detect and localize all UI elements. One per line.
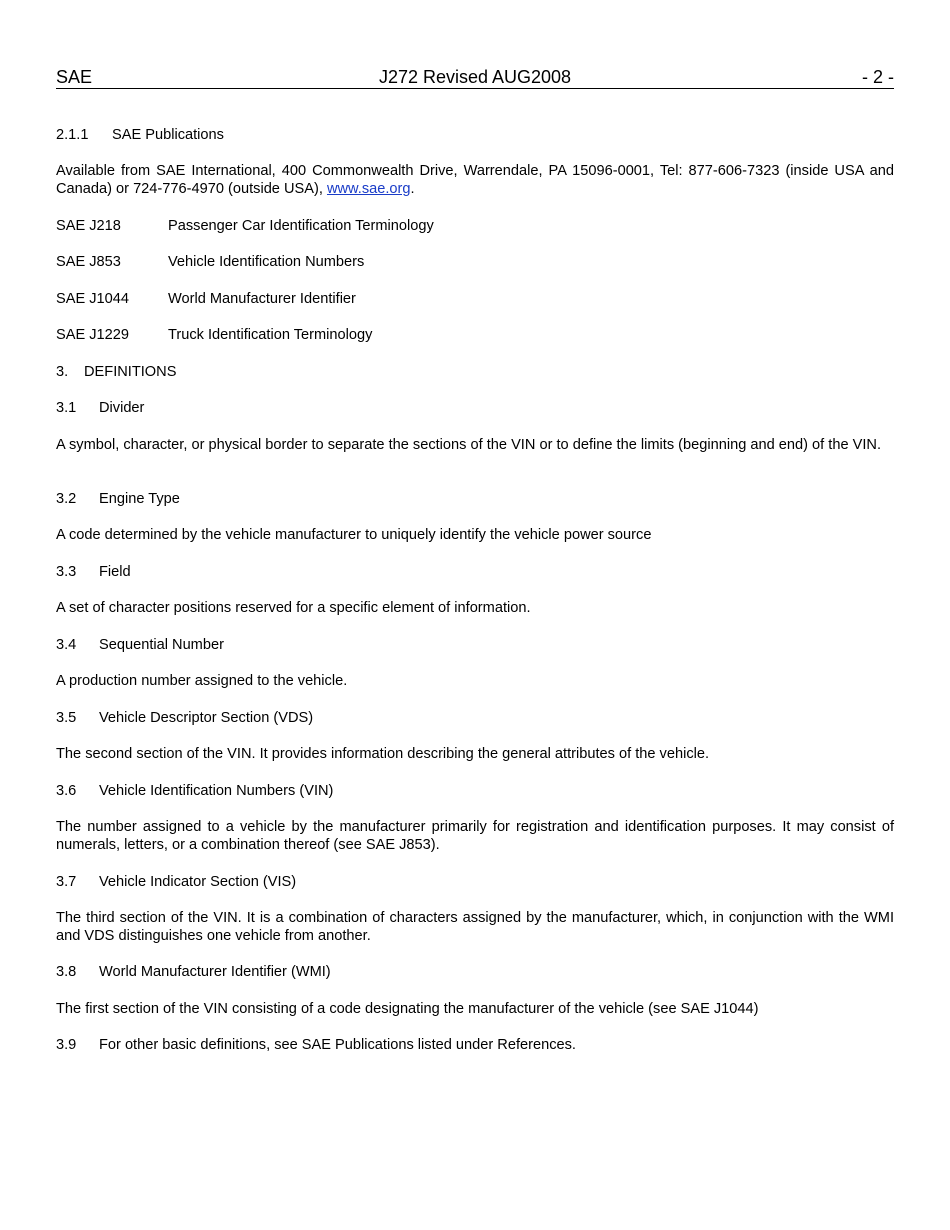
definition-heading <box>56 490 894 508</box>
reference-title: Truck Identification Terminology <box>168 327 373 343</box>
definition-heading <box>56 963 894 981</box>
reference-code: SAE J1229 <box>56 327 130 343</box>
definition-heading <box>56 873 894 891</box>
section-number: 2.1.1 <box>56 127 89 143</box>
sae-website-link[interactable]: www.sae.org <box>326 181 411 197</box>
definition-term: Vehicle Identification Numbers (VIN) <box>99 783 334 799</box>
definition-number: 3.2 <box>56 491 77 507</box>
definition-number: 3.1 <box>56 400 77 416</box>
reference-title: Vehicle Identification Numbers <box>168 254 365 270</box>
reference-code: SAE J853 <box>56 254 121 270</box>
definition-heading <box>56 782 894 800</box>
header-doc-id: J272 Revised AUG2008 <box>378 67 572 87</box>
reference-code: SAE J1044 <box>56 291 130 307</box>
definition-term: Vehicle Indicator Section (VIS) <box>99 874 297 890</box>
definition-text: A code determined by the vehicle manufacturer to uniquely identify the vehicle power source <box>56 527 652 543</box>
definition-text: A production number assigned to the vehicle. <box>56 673 348 689</box>
definition-term: World Manufacturer Identifier (WMI) <box>99 964 331 980</box>
definition-number: 3.8 <box>56 964 77 980</box>
definition-heading <box>56 399 894 417</box>
definition-heading <box>56 636 894 654</box>
reference-title: World Manufacturer Identifier <box>168 291 356 307</box>
definition-term: Engine Type <box>99 491 180 507</box>
definition-text: The number assigned to a vehicle by the manufacturer primarily for registration and identification purposes. It may consist of numerals, letters, or a combination thereof (see SAE J853). <box>56 819 894 853</box>
section-number: 3. <box>56 364 69 380</box>
reference-item <box>56 290 894 308</box>
definition-note: For other basic definitions, see SAE Publications listed under References. <box>99 1037 576 1053</box>
definition-text: The third section of the VIN. It is a combination of characters assigned by the manufacturer, which, in conjunction with the WMI and VDS distinguishes one vehicle from another. <box>56 910 894 944</box>
definition-text: The first section of the VIN consisting of a code designating the manufacturer of the vehicle (see SAE J1044) <box>56 1001 759 1017</box>
availability-paragraph <box>56 162 894 198</box>
definition-number: 3.4 <box>56 637 77 653</box>
document-page <box>56 0 894 1230</box>
definition-term: Divider <box>99 400 145 416</box>
definition-number: 3.6 <box>56 783 77 799</box>
reference-title: Passenger Car Identification Terminology <box>168 218 434 234</box>
definition-heading <box>56 563 894 581</box>
definition-number: 3.3 <box>56 564 77 580</box>
definition-number: 3.7 <box>56 874 77 890</box>
page-header <box>56 67 894 89</box>
section-title: DEFINITIONS <box>84 364 177 380</box>
availability-suffix: . <box>410 181 415 197</box>
availability-text: Available from SAE International, 400 Commonwealth Drive, Warrendale, PA 15096-0001, Tel: 877-606-7323 (inside USA and Canada) or 724-776-4970 (outside USA), <box>56 163 894 197</box>
reference-code: SAE J218 <box>56 218 121 234</box>
definition-term: Vehicle Descriptor Section (VDS) <box>99 710 314 726</box>
reference-item <box>56 217 894 235</box>
heading-3-definitions <box>56 363 894 381</box>
definition-term: Sequential Number <box>99 637 224 653</box>
reference-item <box>56 326 894 344</box>
header-page-number: - 2 - <box>861 67 894 87</box>
definition-term: Field <box>99 564 131 580</box>
definition-number: 3.9 <box>56 1037 77 1053</box>
reference-item <box>56 253 894 271</box>
definition-text: A set of character positions reserved for a specific element of information. <box>56 600 531 616</box>
definition-3-9 <box>56 1036 894 1054</box>
definition-heading <box>56 709 894 727</box>
heading-2-1-1 <box>56 126 894 144</box>
definition-text: A symbol, character, or physical border to separate the sections of the VIN or to define the limits (beginning and end) of the VIN. <box>56 437 881 453</box>
definition-number: 3.5 <box>56 710 77 726</box>
section-title: SAE Publications <box>112 127 224 143</box>
definition-text: The second section of the VIN. It provides information describing the general attributes of the vehicle. <box>56 746 710 762</box>
header-org: SAE <box>56 67 93 87</box>
